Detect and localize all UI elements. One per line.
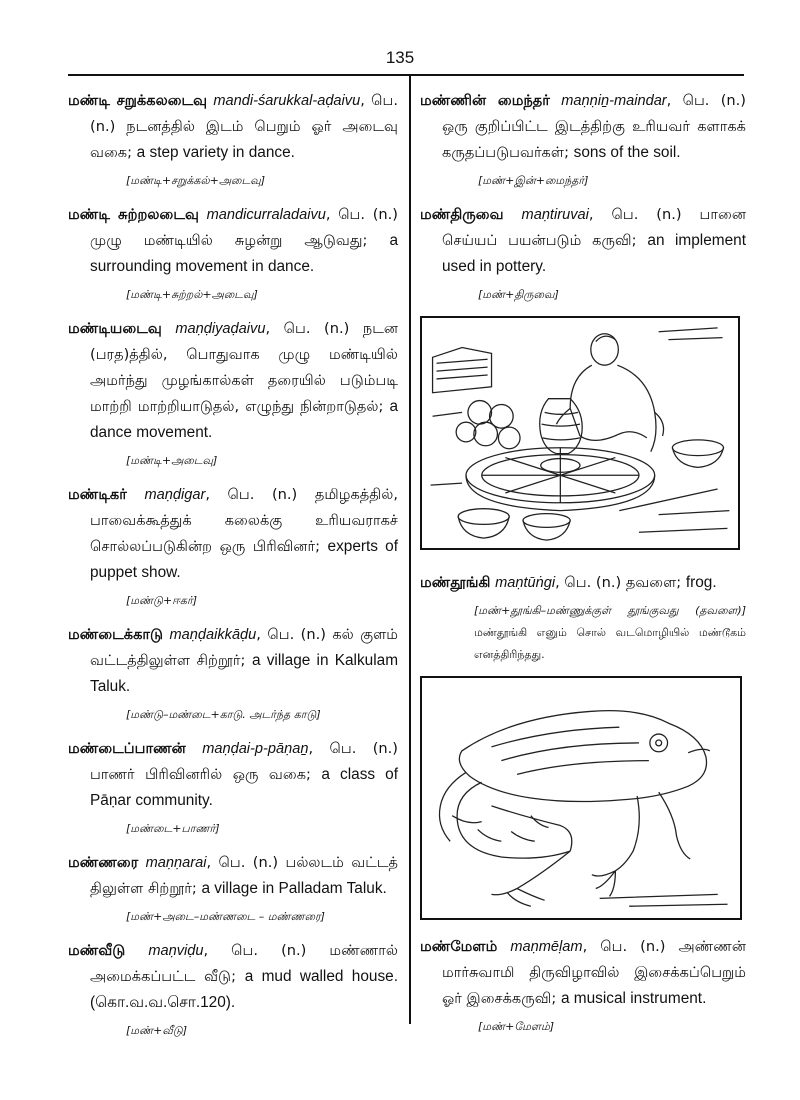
part-of-speech: , பெ. (n.) [588, 206, 700, 223]
tamil-definition: ஒரு குறிப்பிட்ட இடத்திற்கு உரியவர் களாகக் கருதப்படுபவர்கள்; [442, 118, 746, 161]
frog-illustration [420, 676, 742, 920]
frog-drawing [422, 678, 740, 918]
part-of-speech: , பெ. (n.) [205, 486, 315, 503]
etymology-remark: மண்தூங்கி எனும் சொல் வடமொழியில் மண்டூகம் எனத்திரிந்தது. [474, 626, 746, 661]
transliteration: maṇṇarai [145, 855, 207, 871]
dictionary-entry [68, 316, 398, 446]
english-definition: a step variety in dance. [136, 144, 295, 161]
dictionary-entry [420, 934, 746, 1012]
part-of-speech: , பெ. (n.) [308, 740, 398, 757]
etymology: [மண்டை+பாணர்] [126, 822, 220, 835]
english-definition: a village in Palladam Taluk. [201, 880, 387, 897]
headword: மண்டைக்காடு [68, 626, 164, 643]
dictionary-entry [68, 482, 398, 586]
headword: மண்டைப்பாணன் [68, 740, 186, 757]
headword: மண்டி சுற்றலடைவு [68, 206, 199, 223]
headword: மண்திருவை [420, 206, 504, 223]
etymology: [மண்+மேளம்] [478, 1020, 555, 1033]
tamil-definition: பாணர் பிரிவினரில் ஒரு வகை; [90, 766, 322, 783]
etymology: [மண்டு–மண்டை+காடு. அடர்ந்த காடு] [126, 708, 321, 721]
transliteration: maṇtiruvai [521, 207, 589, 223]
english-definition: experts of puppet show. [90, 538, 398, 581]
english-definition: an implement used in pottery. [442, 232, 747, 275]
part-of-speech: , பெ. (n.) [203, 942, 330, 959]
part-of-speech: , பெ. (n.) [256, 626, 333, 643]
headword: மண்ணின் மைந்தர் [420, 92, 550, 109]
transliteration: mandicurraladaivu [206, 207, 326, 223]
header-rule [68, 74, 744, 76]
etymology: [மண்+இன்+மைந்தர்] [478, 174, 589, 187]
headword: மண்டிகர் [68, 486, 127, 503]
part-of-speech: , பெ. (n.) [90, 92, 398, 135]
part-of-speech: , பெ. (n.) [265, 320, 363, 337]
dictionary-entry [68, 850, 398, 902]
tamil-definition: முழு மண்டியில் சுழன்று ஆடுவது; [90, 232, 390, 249]
dictionary-entry [68, 938, 398, 1016]
part-of-speech: , பெ. (n.) [582, 938, 679, 955]
dictionary-entry [68, 202, 398, 280]
tamil-definition: பல்லடம் வட்டத் திலுள்ள சிற்றூர்; [90, 854, 398, 897]
etymology: [மண்+வீடு] [126, 1024, 187, 1037]
etymology-note [420, 600, 746, 666]
etymology: [மண்+திருவை] [478, 288, 559, 301]
english-definition: a dance movement. [90, 398, 398, 441]
potter-illustration [420, 316, 740, 550]
transliteration: maṇḍai-p-pāṇaṉ [202, 741, 309, 757]
dictionary-entry [420, 88, 746, 166]
column-divider [409, 76, 411, 1024]
english-definition: a class of Pāṇar community. [90, 766, 398, 809]
transliteration: maṇḍigar [144, 487, 206, 503]
etymology: [மண்டு+ஈகர்] [126, 594, 198, 607]
tamil-definition: பானை செய்யப் பயன்படும் கருவி; [442, 206, 746, 249]
right-column [420, 88, 746, 1048]
english-definition: sons of the soil. [573, 144, 681, 161]
tamil-definition: மண்ணால் அமைக்கப்பட்ட வீடு; [90, 942, 398, 985]
tamil-definition: கல் குளம் வட்டத்திலுள்ள சிற்றூர்; [90, 626, 398, 669]
transliteration: maṇmēḷam [510, 939, 583, 955]
etymology: [மண்டி+அடைவு] [126, 454, 218, 467]
tamil-definition: நடன (பரத)த்தில், பொதுவாக முழு மண்டியில் அமர்ந்து முழங்கால்கள் தரையில் படும்படி மாற்றி மாற்றியாடுதல், எழுந்து நின்றாடுதல்; [90, 320, 398, 415]
part-of-speech: , பெ. (n.) [666, 92, 746, 109]
etymology: [மண்+தூங்கி–மண்ணுக்குள் தூங்குவது (தவளை)] [474, 604, 746, 617]
transliteration: maṇviḍu [148, 943, 204, 959]
part-of-speech: , பெ. (n.) [325, 206, 398, 223]
english-definition: a surrounding movement in dance. [90, 232, 398, 275]
tamil-definition: தமிழகத்தில், பாவைக்கூத்துக் கலைக்கு உரியவராகச் சொல்லப்படுகின்ற ஒரு பிரிவினர்; [90, 486, 398, 555]
headword: மண்டியடைவு [68, 320, 162, 337]
english-definition: a musical instrument. [560, 990, 707, 1007]
dictionary-entry [420, 570, 746, 596]
tamil-definition: நடனத்தில் இடம் பெறும் ஓர் அடைவு வகை; [90, 118, 398, 161]
english-definition: a village in Kalkulam Taluk. [90, 652, 399, 695]
headword: மண்டி சறுக்கலடைவு [68, 92, 208, 109]
transliteration: maṇtūṅgi [495, 575, 556, 591]
etymology: [மண்+அடை–மண்ணடை – மண்ணரை] [126, 910, 325, 923]
headword: மண்மேளம் [420, 938, 498, 955]
tamil-definition: அண்ணன் மார்சுவாமி திருவிழாவில் இசைக்கப்பெறும் ஓர் இசைக்கருவி; [442, 938, 746, 1007]
transliteration: maṇṇiṉ-maindar [561, 93, 667, 109]
part-of-speech: , பெ. (n.) [555, 574, 626, 591]
transliteration: maṇḍaikkāḍu [169, 627, 257, 643]
left-column [68, 88, 398, 1052]
page-number: 135 [385, 48, 415, 67]
headword: மண்தூங்கி [420, 574, 491, 591]
potter-at-wheel-drawing [422, 318, 738, 548]
dictionary-entry [68, 88, 398, 166]
etymology: [மண்டி+சுற்றல்+அடைவு] [126, 288, 258, 301]
headword: மண்வீடு [68, 942, 126, 959]
etymology: [மண்டி+சறுக்கல்+அடைவு] [126, 174, 266, 187]
transliteration: maṇḍiyaḍaivu [175, 321, 266, 337]
dictionary-entry [68, 736, 398, 814]
transliteration: mandi-śarukkal-aḍaivu [213, 93, 361, 109]
english-definition: frog. [685, 574, 717, 591]
dictionary-entry [420, 202, 746, 280]
tamil-definition: தவளை; [625, 574, 686, 591]
part-of-speech: , பெ. (n.) [206, 854, 286, 871]
dictionary-entry [68, 622, 398, 700]
english-definition: a mud walled house. (கொ.வ.வ.சொ.120). [90, 968, 398, 1011]
headword: மண்ணரை [68, 854, 139, 871]
